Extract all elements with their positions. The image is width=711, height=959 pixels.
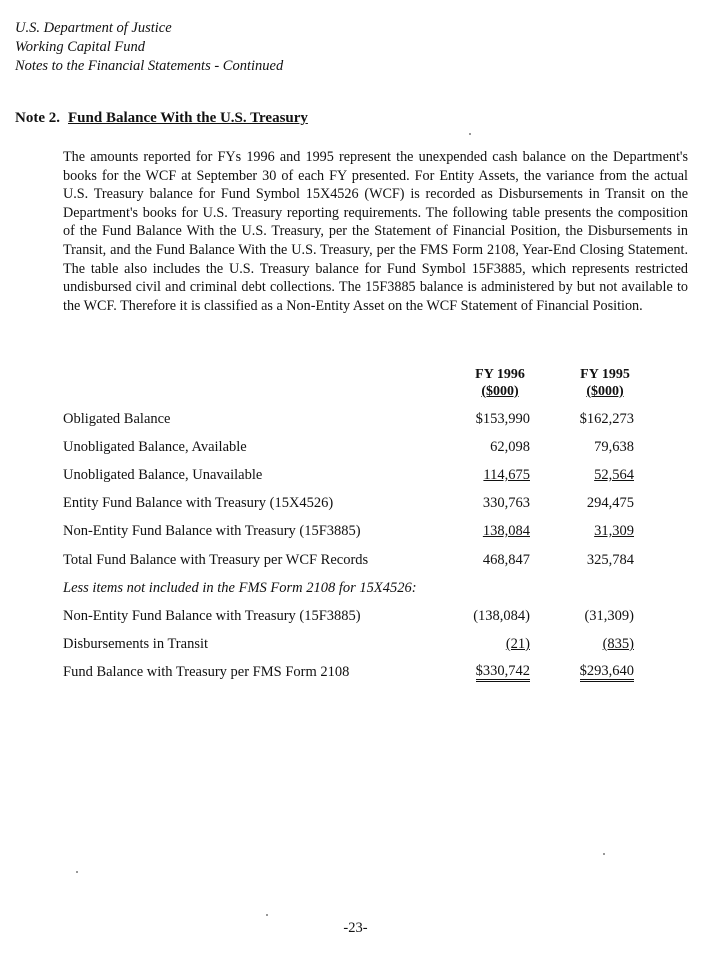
note-paragraph: The amounts reported for FYs 1996 and 1995 represent the unexpended cash balance on the Department's books for the WCF at September 30 of each FY presented. For Entity Assets, the variance from the actual U.S. Treasury balance for Fund Symbol 15X4526 (WCF) is recorded as Disbursements in Transit on the Department's books for U.S. Treasury reporting requirements. The following table presents the composition of the Fund Balance With the U.S. Treasury, per the Statement of Financial Position, the Disbursements in Transit, and the Fund Balance With the U.S. Treasury, per the FMS Form 2108, Year-End Closing Statement. The table also includes the U.S. Treasury balance for Fund Symbol 15F3885, which represents restricted undisbursed civil and criminal debt collections. The 15F3885 balance is administered by but not available to the WCF. Therefore it is classified as a Non-Entity Asset on the WCF Statement of Financial Position. — [63, 149, 688, 314]
table-row — [63, 467, 663, 487]
table-row — [63, 552, 663, 572]
value-fy1996: (138,084) — [473, 608, 530, 624]
value-fy1995: (31,309) — [584, 608, 634, 624]
row-label: Unobligated Balance, Available — [63, 439, 247, 455]
column-unit-fy1996: ($000) — [481, 384, 519, 399]
row-label: Disbursements in Transit — [63, 636, 209, 652]
value-fy1995: (835) — [602, 636, 634, 652]
scan-speck — [603, 853, 605, 855]
value-fy1996: 330,763 — [482, 495, 530, 511]
value-fy1995: 325,784 — [586, 552, 634, 568]
value-fy1996: (21) — [505, 636, 530, 652]
table-row — [63, 495, 663, 515]
row-label: Unobligated Balance, Unavailable — [63, 467, 263, 483]
column-unit-fy1995: ($000) — [586, 384, 624, 399]
table-row — [63, 636, 663, 656]
value-fy1995: 79,638 — [594, 439, 634, 455]
value-fy1996: 114,675 — [483, 467, 530, 483]
value-fy1996: 62,098 — [490, 439, 530, 455]
scan-speck — [469, 133, 471, 135]
value-fy1995: $162,273 — [579, 411, 634, 427]
column-header-fy1995 — [567, 366, 643, 400]
table-row — [63, 439, 663, 459]
row-label: Total Fund Balance with Treasury per WCF Records — [63, 552, 369, 568]
header-fund: Working Capital Fund — [15, 39, 145, 55]
row-label: Fund Balance with Treasury per FMS Form 2108 — [63, 664, 350, 680]
row-label: Non-Entity Fund Balance with Treasury (15F3885) — [63, 523, 361, 539]
column-year-fy1995: FY 1995 — [580, 367, 630, 382]
table-row — [63, 664, 663, 684]
value-fy1996: $330,742 — [476, 664, 530, 682]
document-header — [15, 19, 283, 76]
table-subheading-row — [63, 580, 663, 600]
column-year-fy1996: FY 1996 — [475, 367, 525, 382]
table-row — [63, 523, 663, 543]
scan-speck — [76, 871, 78, 873]
row-label: Obligated Balance — [63, 411, 171, 427]
value-fy1995: $293,640 — [580, 664, 634, 682]
table-row — [63, 411, 663, 431]
value-fy1996: 468,847 — [482, 552, 530, 568]
header-section: Notes to the Financial Statements - Continued — [15, 58, 284, 74]
header-agency: U.S. Department of Justice — [15, 20, 172, 36]
note-number: Note 2. — [15, 110, 60, 126]
row-label: Entity Fund Balance with Treasury (15X4526) — [63, 495, 334, 511]
value-fy1996: $153,990 — [475, 411, 530, 427]
row-label: Non-Entity Fund Balance with Treasury (15F3885) — [63, 608, 361, 624]
note-title: Fund Balance With the U.S. Treasury — [68, 110, 308, 126]
value-fy1996: 138,084 — [482, 523, 530, 539]
row-label: Less items not included in the FMS Form 2108 for 15X4526: — [63, 580, 417, 596]
value-fy1995: 31,309 — [594, 523, 634, 539]
table-row — [63, 608, 663, 628]
page-number: -23- — [343, 920, 368, 936]
note-heading — [15, 110, 308, 127]
value-fy1995: 52,564 — [594, 467, 634, 483]
column-header-fy1996 — [462, 366, 538, 400]
scan-speck — [266, 914, 268, 916]
value-fy1995: 294,475 — [586, 495, 634, 511]
